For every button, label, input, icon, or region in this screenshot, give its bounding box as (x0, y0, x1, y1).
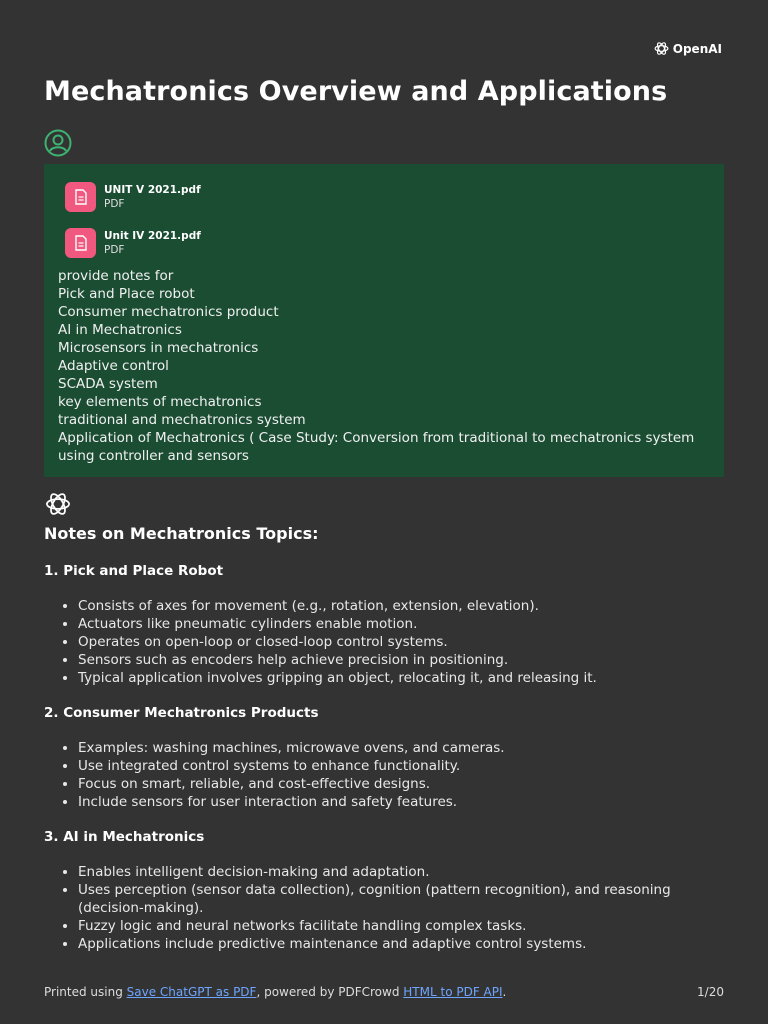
attachment-name: Unit IV 2021.pdf (104, 229, 201, 242)
user-avatar-icon (44, 129, 72, 157)
attachment-type: PDF (104, 197, 125, 210)
footer-prefix: Printed using (44, 985, 127, 999)
list-item: • Actuators like pneumatic cylinders enable motion. (78, 615, 724, 633)
user-message (44, 164, 724, 477)
prompt-line: SCADA system (58, 376, 158, 392)
openai-brand (653, 40, 722, 57)
prompt-line: Microsensors in mechatronics (58, 340, 259, 356)
section-heading: 3. AI in Mechatronics (44, 829, 205, 845)
bullet-list (44, 863, 724, 953)
document-icon (65, 228, 96, 258)
list-item: • Enables intelligent decision-making and adaptation. (78, 863, 724, 881)
list-item: • Typical application involves gripping an object, relocating it, and releasing it. (78, 669, 724, 687)
list-item: • Fuzzy logic and neural networks facilitate handling complex tasks. (78, 917, 724, 935)
prompt-line: traditional and mechatronics system (58, 412, 306, 428)
list-item: • Include sensors for user interaction and safety features. (78, 793, 724, 811)
page-footer (44, 985, 724, 999)
section-heading: 1. Pick and Place Robot (44, 563, 224, 579)
prompt-line: Application of Mechatronics ( Case Study: Conversion from traditional to mechatronics system using controller and sensors (58, 430, 695, 464)
section-heading: 2. Consumer Mechatronics Products (44, 705, 319, 721)
attachment-item[interactable] (65, 180, 710, 213)
footer-suffix: . (502, 985, 507, 999)
brand-name: OpenAI (672, 41, 722, 56)
document-icon (65, 182, 96, 212)
prompt-line: Adaptive control (58, 358, 169, 374)
footer-credit (44, 985, 506, 999)
attachment-item[interactable] (65, 226, 710, 259)
list-item: • Focus on smart, reliable, and cost-effective designs. (78, 775, 724, 793)
prompt-line: Pick and Place robot (58, 286, 195, 302)
prompt-text (58, 267, 710, 465)
prompt-line: provide notes for (58, 268, 174, 284)
list-item: • Sensors such as encoders help achieve precision in positioning. (78, 651, 724, 669)
chatgpt-avatar-icon (44, 490, 72, 518)
list-item: • Operates on open-loop or closed-loop control systems. (78, 633, 724, 651)
prompt-line: AI in Mechatronics (58, 322, 182, 338)
list-item: • Uses perception (sensor data collection), cognition (pattern recognition), and reasoning (decision-making). (78, 881, 724, 917)
footer-middle: , powered by PDFCrowd (256, 985, 404, 999)
attachment-name: UNIT V 2021.pdf (104, 183, 201, 196)
html-to-pdf-api-link[interactable]: HTML to PDF API (403, 985, 503, 999)
page-number: 1/20 (697, 985, 724, 999)
response-heading: Notes on Mechatronics Topics: (44, 524, 319, 543)
prompt-line: key elements of mechatronics (58, 394, 262, 410)
attachment-type: PDF (104, 243, 125, 256)
prompt-line: Consumer mechatronics product (58, 304, 279, 320)
list-item: • Use integrated control systems to enhance functionality. (78, 757, 724, 775)
save-chatgpt-pdf-link[interactable]: Save ChatGPT as PDF (126, 985, 257, 999)
page-title: Mechatronics Overview and Applications (44, 76, 668, 107)
assistant-response (44, 524, 724, 971)
openai-logo-icon (653, 40, 670, 57)
bullet-list (44, 597, 724, 687)
list-item: • Consists of axes for movement (e.g., rotation, extension, elevation). (78, 597, 724, 615)
bullet-list (44, 739, 724, 811)
list-item: • Applications include predictive maintenance and adaptive control systems. (78, 935, 724, 953)
list-item: • Examples: washing machines, microwave ovens, and cameras. (78, 739, 724, 757)
